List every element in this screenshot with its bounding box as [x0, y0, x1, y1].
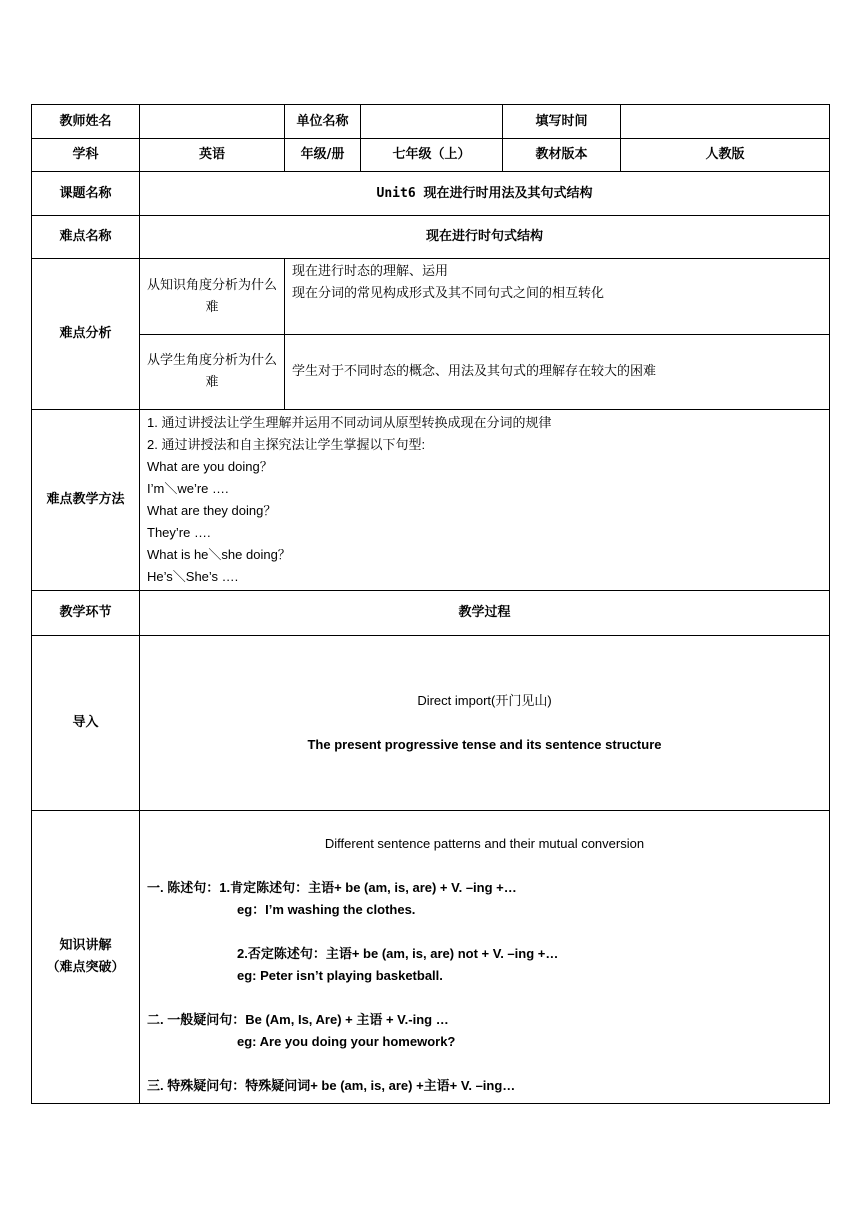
method-line: What are you doing？	[147, 459, 273, 474]
general-question: 二. 一般疑问句：Be (Am, Is, Are) + 主语 + V.-ing …	[147, 1012, 449, 1027]
analysis-label: 难点分析	[32, 259, 140, 410]
knowledge-content	[140, 811, 830, 1104]
edition-value: 人教版	[621, 139, 830, 172]
method-label: 难点教学方法	[32, 410, 140, 591]
teacher-name-label: 教师姓名	[32, 105, 140, 139]
statement-positive-example: eg：I’m washing the clothes.	[237, 902, 416, 917]
difficulty-value: 现在进行时句式结构	[140, 216, 830, 259]
knowledge-row	[32, 811, 830, 1104]
statement-negative-example: eg: Peter isn’t playing basketball.	[237, 968, 443, 983]
intro-row	[32, 636, 830, 811]
topic-value: Unit6 现在进行时用法及其句式结构	[140, 172, 830, 216]
unit-label: 单位名称	[285, 105, 361, 139]
special-question: 三. 特殊疑问句：特殊疑问词+ be (am, is, are) +主语+ V. –ing…	[147, 1078, 516, 1093]
subject-value: 英语	[140, 139, 285, 172]
method-content	[140, 410, 830, 591]
knowledge-label-line-2: （难点突破）	[46, 960, 125, 975]
process-header-row	[32, 591, 830, 636]
knowledge-line-2: 现在分词的常见构成形式及其不同句式之间的相互转化	[292, 286, 605, 301]
process-title: 教学过程	[140, 591, 830, 636]
knowledge-angle-label: 从知识角度分析为什么难	[140, 259, 285, 335]
subject-label: 学科	[32, 139, 140, 172]
knowledge-label	[32, 811, 140, 1104]
edition-label: 教材版本	[503, 139, 621, 172]
fill-time-value	[621, 105, 830, 139]
header-row	[32, 105, 830, 139]
grade-label: 年级/册	[285, 139, 361, 172]
method-line: They’re ….	[147, 525, 211, 540]
knowledge-title: Different sentence patterns and their mutual conversion	[324, 836, 645, 851]
intro-line-1: Direct import(开门见山)	[417, 693, 552, 708]
method-line: He’s＼She’s ….	[147, 569, 239, 584]
knowledge-angle-content	[285, 259, 830, 335]
analysis-row-student	[32, 335, 830, 410]
method-line: I’m＼we’re ….	[147, 481, 229, 496]
topic-row	[32, 172, 830, 216]
difficulty-label: 难点名称	[32, 216, 140, 259]
fill-time-label: 填写时间	[503, 105, 621, 139]
intro-content	[140, 636, 830, 811]
intro-line-2: The present progressive tense and its sentence structure	[307, 737, 662, 752]
topic-label: 课题名称	[32, 172, 140, 216]
process-stage-label: 教学环节	[32, 591, 140, 636]
grade-value: 七年级（上）	[361, 139, 503, 172]
teacher-name-value	[140, 105, 285, 139]
intro-label: 导入	[32, 636, 140, 811]
knowledge-line-1: 现在进行时态的理解、运用	[292, 264, 449, 279]
method-line: What is he＼she doing？	[147, 547, 291, 562]
lesson-plan-table	[31, 104, 830, 1104]
student-angle-label: 从学生角度分析为什么难	[140, 335, 285, 410]
subject-row	[32, 139, 830, 172]
difficulty-row	[32, 216, 830, 259]
method-line: 2. 通过讲授法和自主探究法让学生掌握以下句型:	[147, 437, 426, 452]
method-line: What are they doing？	[147, 503, 277, 518]
method-row	[32, 410, 830, 591]
statement-positive: 一. 陈述句：1.肯定陈述句：主语+ be (am, is, are) + V. –ing +…	[147, 880, 517, 895]
method-line: 1. 通过讲授法让学生理解并运用不同动词从原型转换成现在分词的规律	[147, 415, 552, 430]
student-angle-content: 学生对于不同时态的概念、用法及其句式的理解存在较大的困难	[285, 335, 830, 410]
knowledge-label-line-1: 知识讲解	[59, 938, 112, 953]
unit-value	[361, 105, 503, 139]
analysis-row-knowledge	[32, 259, 830, 335]
general-question-example: eg: Are you doing your homework?	[237, 1034, 456, 1049]
statement-negative: 2.否定陈述句：主语+ be (am, is, are) not + V. –ing +…	[237, 946, 559, 961]
